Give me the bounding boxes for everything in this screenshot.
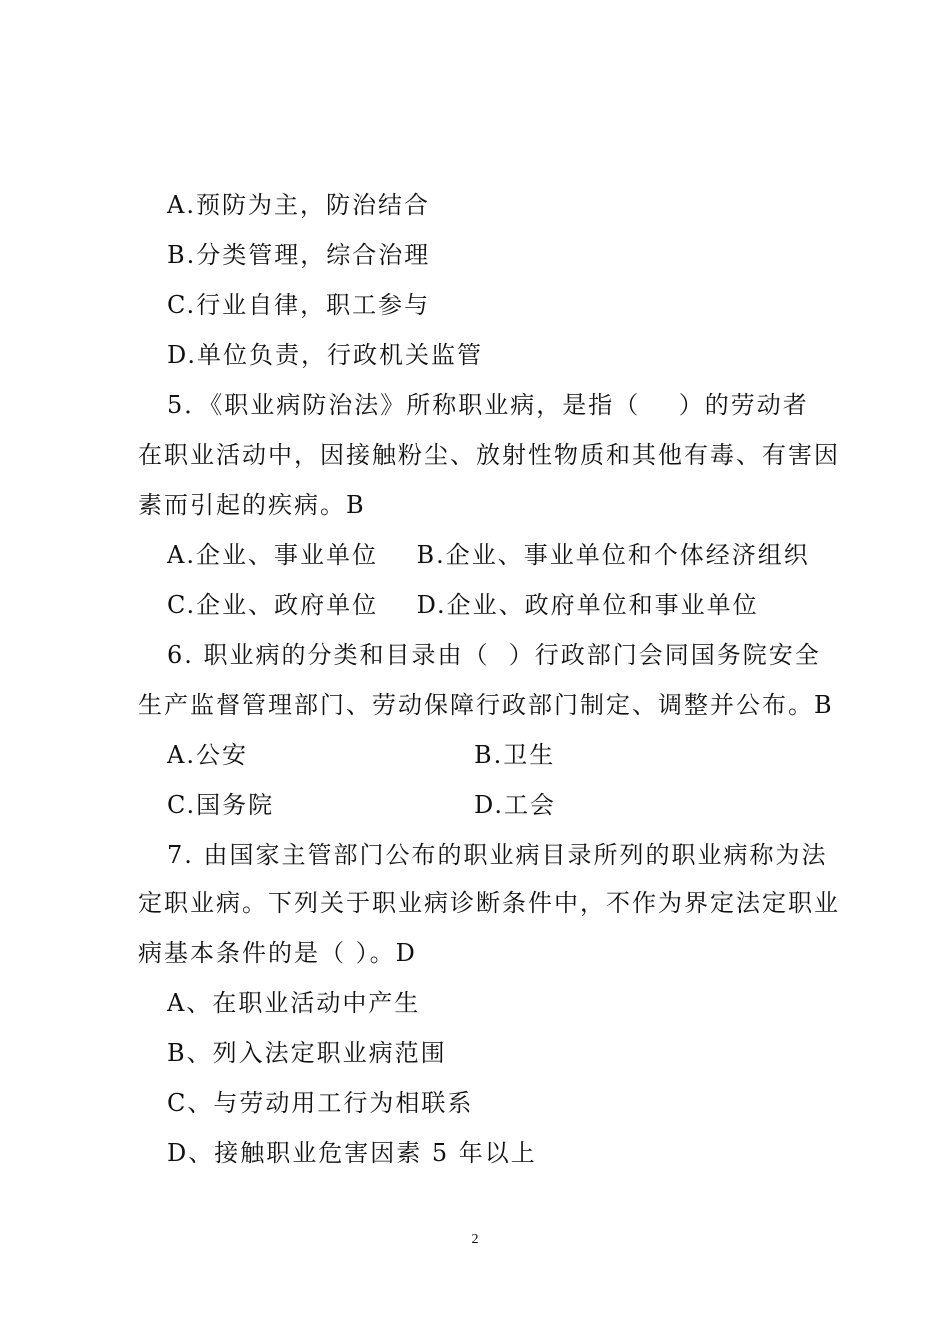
q5-stem-line-1: 5．《职业病防治法》所称职业病，是指（ ）的劳动者 bbox=[167, 391, 809, 419]
q4-option-d: D.单位负责，行政机关监管 bbox=[167, 341, 484, 369]
q6-stem-line-1: 6. 职业病的分类和目录由（ ）行政部门会同国务院安全 bbox=[167, 641, 821, 669]
q7-stem-line-3: 病基本条件的是（ ）。D bbox=[138, 939, 417, 967]
q4-option-a: A.预防为主，防治结合 bbox=[167, 191, 430, 219]
q7-stem-line-2: 定职业病。下列关于职业病诊断条件中，不作为界定法定职业 bbox=[138, 889, 840, 917]
q6-stem-line-2: 生产监督管理部门、劳动保障行政部门制定、调整并公布。B bbox=[138, 691, 834, 719]
q4-option-c: C.行业自律，职工参与 bbox=[167, 291, 431, 319]
q4-option-b: B.分类管理，综合治理 bbox=[167, 241, 431, 269]
q6-option-b: B.卫生 bbox=[474, 741, 556, 769]
page-number: 2 bbox=[471, 1232, 479, 1247]
q6-option-d: D.工会 bbox=[474, 791, 557, 819]
q7-stem-line-1: 7. 由国家主管部门公布的职业病目录所列的职业病称为法 bbox=[167, 841, 828, 869]
q7-option-b: B、列入法定职业病范围 bbox=[167, 1039, 447, 1067]
q7-option-a: A、在职业活动中产生 bbox=[167, 989, 421, 1017]
q5-options-row-2: C.企业、政府单位 D.企业、政府单位和事业单位 bbox=[167, 591, 759, 619]
q5-stem-line-3: 素而引起的疾病。B bbox=[138, 491, 366, 519]
q6-option-c: C.国务院 bbox=[167, 791, 275, 819]
q6-option-a: A.公安 bbox=[167, 741, 248, 769]
q7-option-c: C、与劳动用工行为相联系 bbox=[167, 1089, 474, 1117]
q5-stem-line-2: 在职业活动中，因接触粉尘、放射性物质和其他有毒、有害因 bbox=[138, 441, 840, 469]
q5-options-row-1: A.企业、事业单位 B.企业、事业单位和个体经济组织 bbox=[167, 541, 810, 569]
q7-option-d: D、接触职业危害因素 5 年以上 bbox=[167, 1139, 537, 1167]
